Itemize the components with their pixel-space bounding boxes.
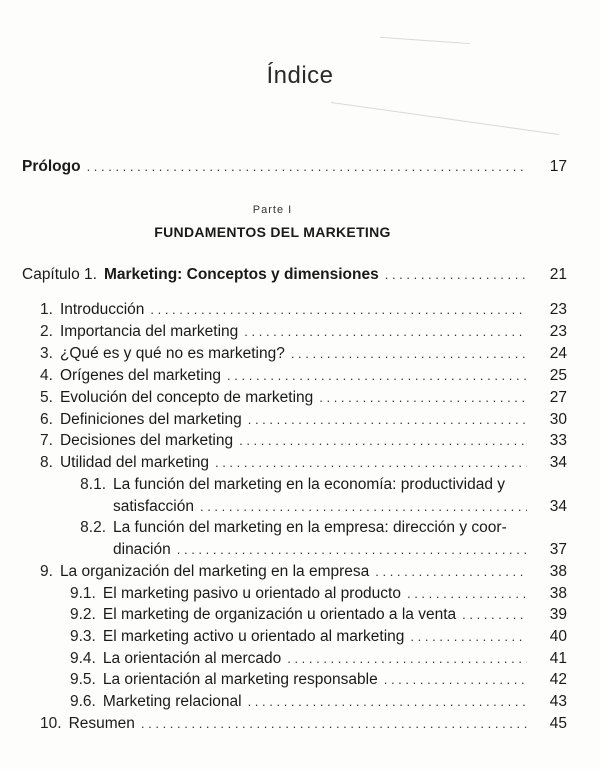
toc-entry-label: El marketing activo u orientado al marketing [102, 628, 405, 645]
leader-dots [200, 499, 527, 514]
toc-entry-label: Resumen [68, 715, 135, 732]
toc-entry-label: dinación [113, 541, 171, 558]
toc-entry-number: 9.3. [70, 628, 96, 645]
toc-entry-number: 9.6. [70, 693, 96, 710]
leader-dots [407, 586, 527, 601]
toc-entry-number: 9.4. [70, 650, 96, 667]
leader-dots [248, 412, 527, 427]
toc-entry [70, 671, 567, 689]
toc-entry-label: Evolución del concepto de marketing [59, 389, 314, 406]
toc-page-number: 38 [549, 563, 567, 580]
toc-entry [70, 650, 567, 668]
toc-entry-number: 8.2. [80, 519, 106, 536]
leader-dots [462, 607, 527, 622]
leader-dots [215, 455, 527, 470]
toc-page-number: 45 [549, 715, 567, 732]
leader-dots [375, 564, 527, 579]
toc-page-number: 25 [549, 367, 567, 384]
leader-dots [227, 368, 527, 383]
toc-entry [40, 432, 567, 450]
leader-dots [150, 302, 527, 317]
toc-entry-label: Utilidad del marketing [59, 454, 209, 471]
toc-page-number: 39 [549, 606, 567, 623]
toc-page-number: 27 [549, 389, 567, 406]
toc-entry-continuation [113, 498, 567, 516]
toc-entry-label: La orientación al mercado [102, 650, 282, 667]
toc-page-number: 42 [549, 671, 567, 688]
toc-entry-label: Decisiones del marketing [59, 432, 234, 449]
toc-entry-number: 2. [40, 323, 53, 340]
toc-entry [40, 454, 567, 472]
toc-page-number: 40 [549, 628, 567, 645]
toc-entry-number: 7. [40, 432, 53, 449]
scan-artifact-line [380, 37, 470, 44]
toc-entry [70, 693, 567, 711]
toc-entry-number: 8. [40, 454, 53, 471]
leader-dots [410, 629, 527, 644]
toc-entry-label: La organización del marketing en la empresa [59, 563, 370, 580]
leader-dots [239, 433, 527, 448]
toc-entry-number: 9. [40, 563, 53, 580]
toc-page-number: 41 [549, 650, 567, 667]
toc-entry-label: La función del marketing en la economía: productividad y [113, 476, 506, 493]
toc-entry-label: Definiciones del marketing [59, 411, 242, 428]
toc-entry-chapter [22, 266, 567, 284]
toc-page-number: 43 [549, 693, 567, 710]
toc-entry-number: 4. [40, 367, 53, 384]
toc-entry-number: 9.5. [70, 671, 96, 688]
toc-page-number: 30 [549, 411, 567, 428]
toc-entry [40, 715, 567, 733]
leader-dots [141, 716, 527, 731]
toc-page-number: 21 [549, 266, 567, 283]
toc-entry-number: 6. [40, 411, 53, 428]
chapter-title: Marketing: Conceptos y dimensiones [103, 266, 379, 283]
toc-entry-label: Orígenes del marketing [59, 367, 222, 384]
toc-entry-label: El marketing pasivo u orientado al producto [102, 585, 401, 602]
toc-entry-label: Marketing relacional [102, 693, 242, 710]
leader-dots [384, 672, 527, 687]
toc-page-number: 23 [549, 301, 567, 318]
toc-entry [70, 585, 567, 603]
toc-entry [40, 563, 567, 581]
toc-entry-label: Prólogo [22, 158, 81, 175]
toc-page-number: 37 [549, 541, 567, 558]
toc-entry-number: 9.2. [70, 606, 96, 623]
toc-entry-number: 9.1. [70, 585, 96, 602]
toc-entry [40, 367, 567, 385]
leader-dots [87, 159, 527, 174]
toc-page-number: 24 [549, 345, 567, 362]
toc-entry [70, 606, 567, 624]
toc-page-number: 17 [549, 158, 567, 175]
toc-entry-number: 10. [40, 715, 62, 732]
leader-dots [291, 346, 527, 361]
leader-dots [287, 651, 527, 666]
toc-entry [70, 519, 567, 537]
toc-entry [40, 323, 567, 341]
leader-dots [244, 324, 527, 339]
toc-page-number: 23 [549, 323, 567, 340]
toc-entry [40, 345, 567, 363]
toc-page-number: 34 [549, 454, 567, 471]
toc-page-number: 33 [549, 432, 567, 449]
leader-dots [248, 694, 527, 709]
toc-entry-prologue [22, 158, 567, 176]
part-label: Parte I [252, 204, 293, 216]
toc-entry-number: 8.1. [80, 476, 106, 493]
toc-entry-label: satisfacción [113, 498, 194, 515]
toc-entry [70, 628, 567, 646]
toc-entry [40, 411, 567, 429]
chapter-prefix: Capítulo 1. [22, 266, 97, 283]
toc-page-number: 38 [549, 585, 567, 602]
toc-entry [70, 476, 567, 494]
page-title: Índice [266, 62, 334, 89]
toc-entry-number: 3. [40, 345, 53, 362]
leader-dots [319, 390, 527, 405]
leader-dots [385, 267, 527, 282]
toc-entry-label: Introducción [59, 301, 145, 318]
toc-entry [40, 389, 567, 407]
toc-entry-number: 5. [40, 389, 53, 406]
toc-entry-continuation [113, 541, 567, 559]
part-title: FUNDAMENTOS DEL MARKETING [154, 224, 391, 240]
toc-entry-label: Importancia del marketing [59, 323, 239, 340]
toc-entry-label: El marketing de organización u orientado a la venta [102, 606, 457, 623]
leader-dots [177, 542, 527, 557]
toc-entry-label: La función del marketing en la empresa: dirección y coor- [113, 519, 507, 536]
toc-entry [40, 301, 567, 319]
scan-artifact-line [331, 102, 559, 135]
toc-entry-number: 1. [40, 301, 53, 318]
toc-entry-label: La orientación al marketing responsable [102, 671, 378, 688]
toc-page-number: 34 [549, 498, 567, 515]
toc-entry-label: ¿Qué es y qué no es marketing? [59, 345, 285, 362]
